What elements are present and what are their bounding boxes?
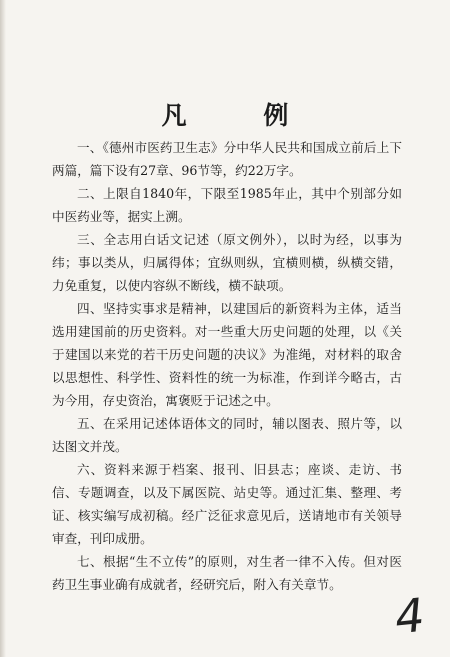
- document-body: [52, 136, 402, 596]
- paragraph-4: 四、坚持实事求是精神，以建国后的新资料为主体，适当选用建国前的历史资料。对一些重大历史问题的处理，以《关于建国以来党的若干历史问题的决议》为准绳，对材料的取舍以思想性、科学性、资料性的统一为标准，作到详今略古，古为今用，存史资治，寓褒贬于记述之中。: [52, 301, 402, 408]
- paragraph-5: 五、在采用记述体语体文的同时，辅以图表、照片等，以达图文并茂。: [52, 416, 402, 454]
- paragraph-1: 一、《德州市医药卫生志》分中华人民共和国成立前后上下两篇，篇下设有27章、96节等，约22万字。: [52, 140, 402, 178]
- handwritten-page-number: 4: [391, 587, 427, 645]
- paragraph-6: 六、资料来源于档案、报刊、旧县志；座谈、走访、书信、专题调查，以及下属医院、站史等。通过汇集、整理、考证、核实编写成初稿。经广泛征求意见后，送请地市有关领导审查，刊印成册。: [52, 462, 402, 546]
- paragraph-2: 二、上限自1840年，下限至1985年止，其中个别部分如中医药业等，据实上溯。: [52, 186, 402, 224]
- paragraph-3: 三、全志用白话文记述（原文例外），以时为经，以事为纬；事以类从，归属得体；宜纵则纵，宜横则横，纵横交错，力免重复，以使内容纵不断线，横不缺项。: [52, 232, 402, 293]
- page-title: 凡 例: [161, 101, 323, 130]
- paragraph-7: 七、根据“生不立传”的原则，对生者一律不入传。但对医药卫生事业确有成就者，经研究后，附入有关章节。: [52, 554, 402, 592]
